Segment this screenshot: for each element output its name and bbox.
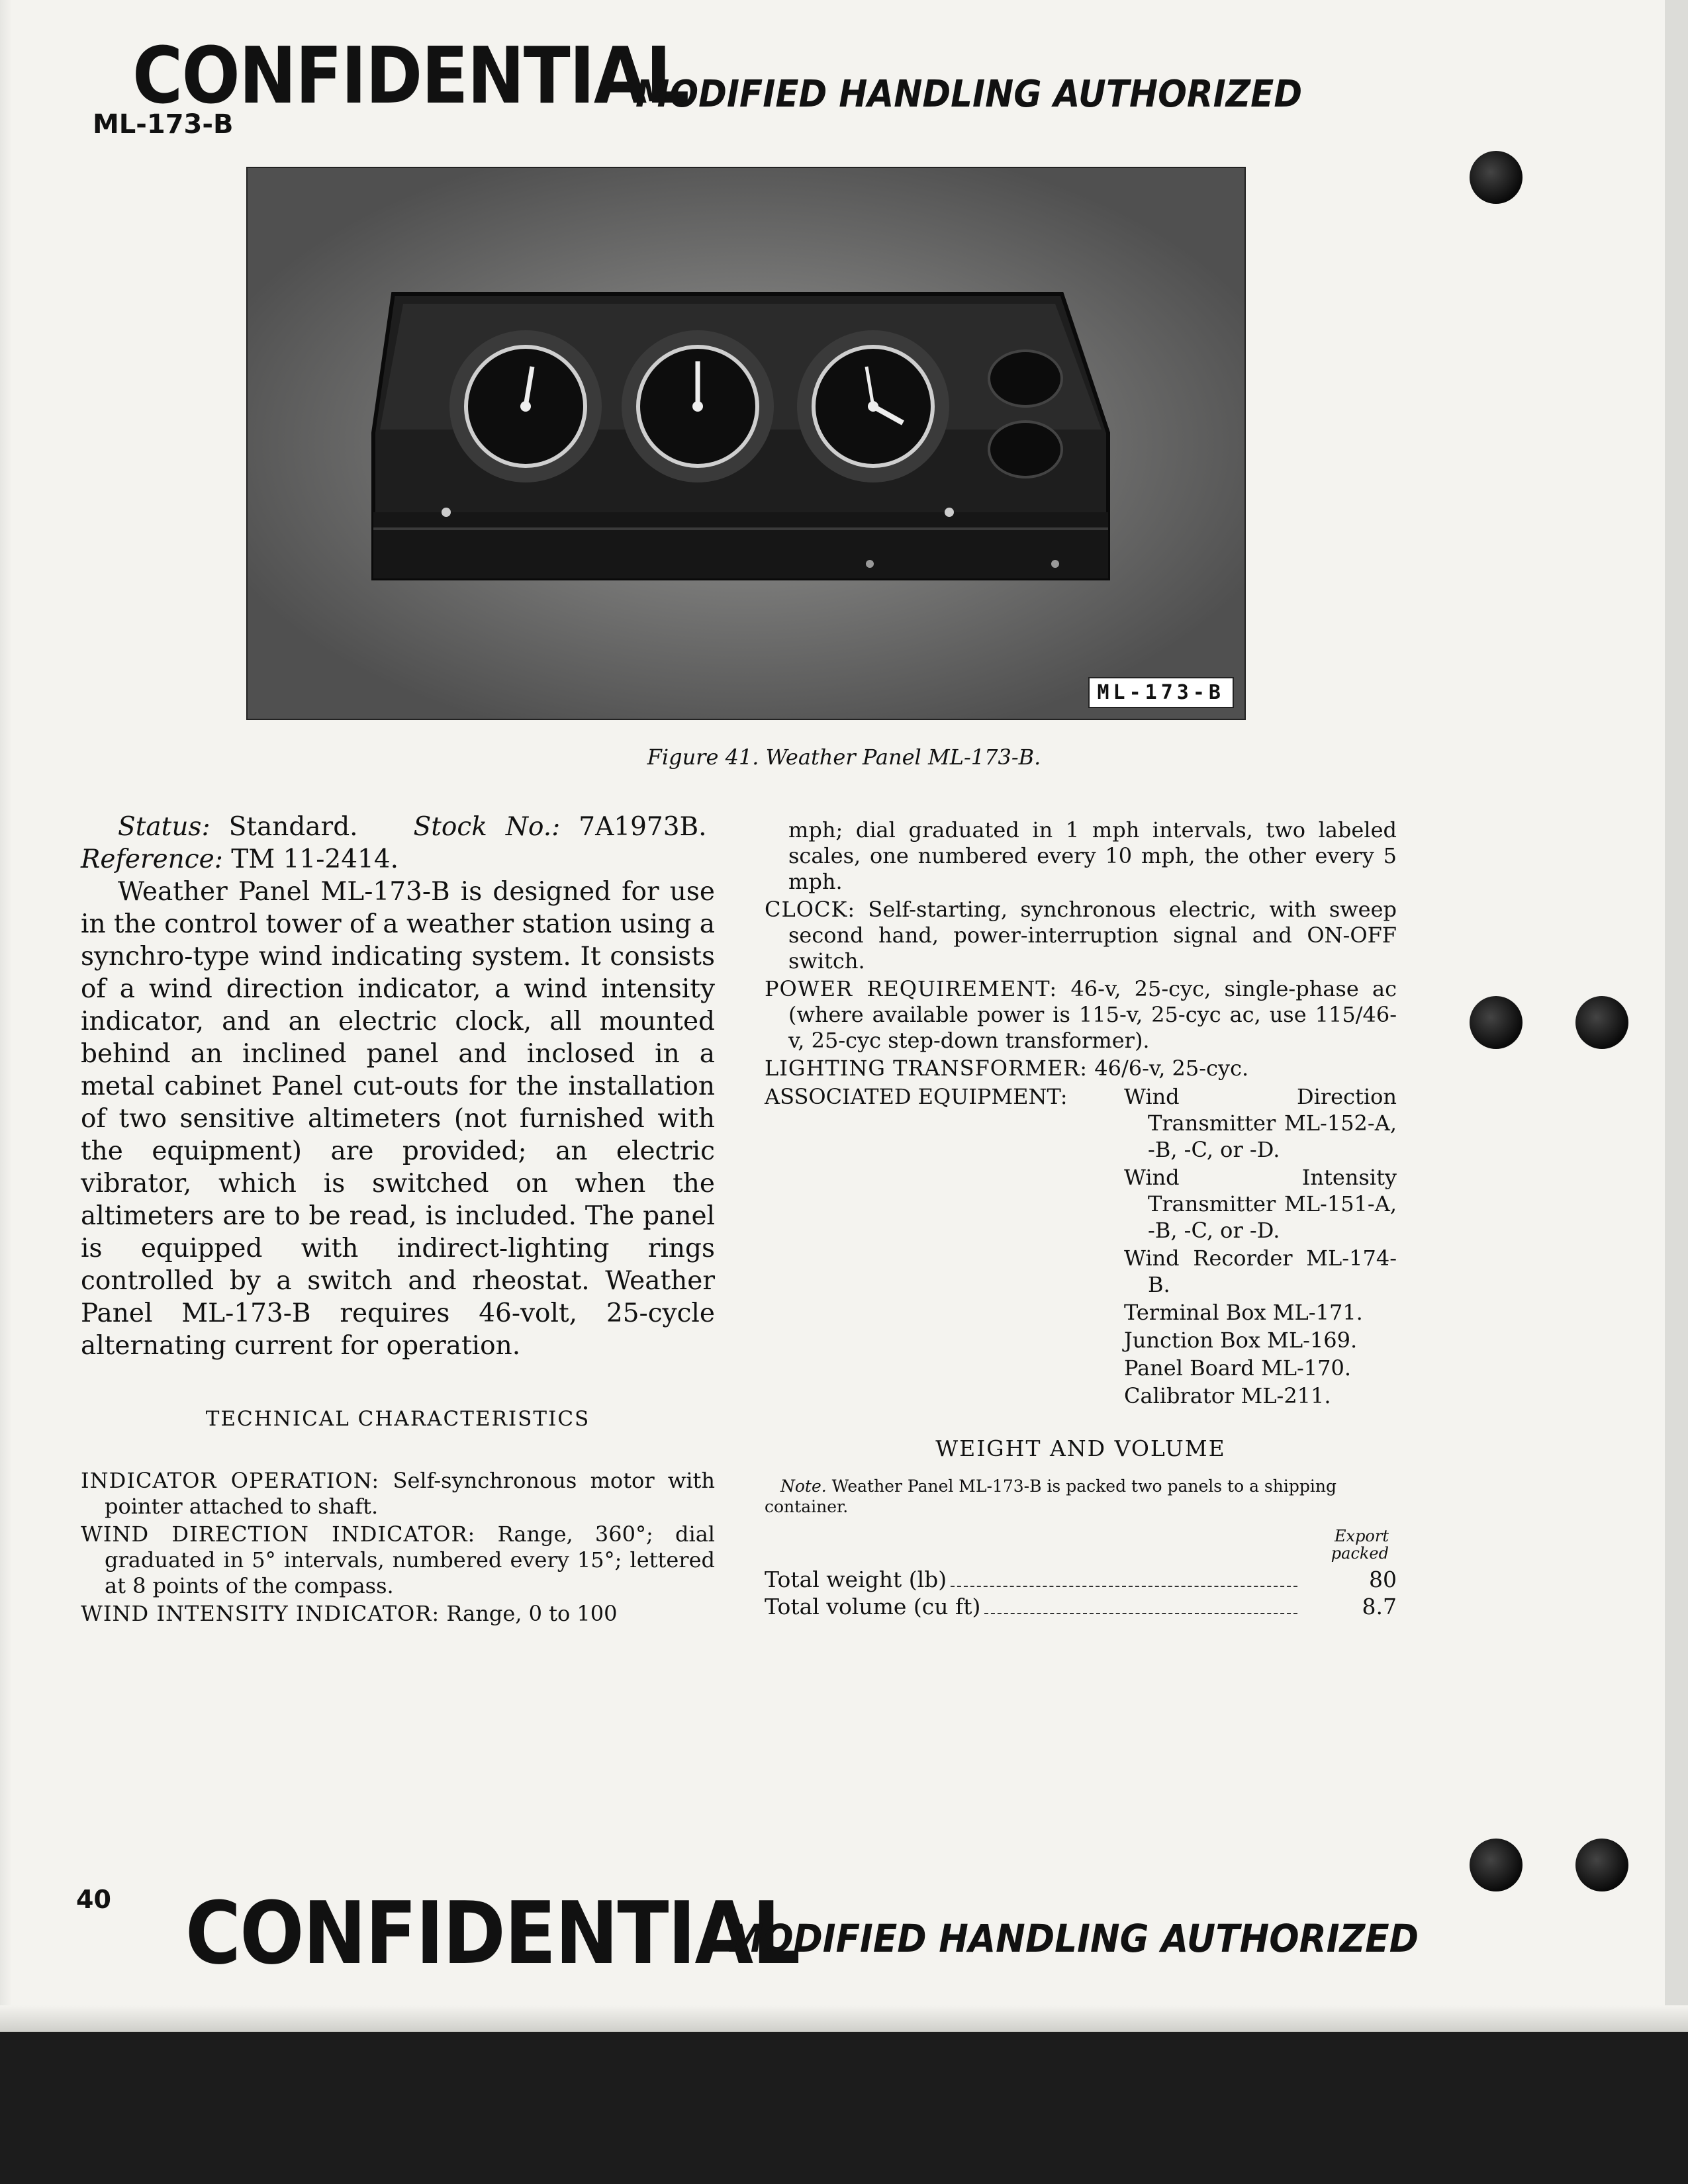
binder-hole [1575,1839,1628,1891]
spec-text: Range, 0 to 100 [446,1601,618,1626]
tech-heading: TECHNICAL CHARACTERISTICS [205,1407,590,1431]
spec-text: Self-starting, synchronous electric, with sweep second hand, power-interruption signal and ON-OFF switch. [788,897,1397,974]
list-item: Junction Box ML-169. [1124,1328,1358,1353]
spec-text: Range, 360°; dial graduated in 5° intervals, numbered every 15°; lettered at 8 points of the compass. [105,1522,716,1598]
scan-shadow [0,2005,1688,2032]
assoc-equipment-list [1124,1083,1397,1409]
leader-dots [984,1613,1297,1614]
right-column [765,817,1397,1620]
note [765,1476,1397,1517]
stock-value: 7A1973B. [579,812,707,842]
page-number: 40 [76,1885,111,1914]
weather-panel-illustration [248,168,1244,719]
list-item: Wind Intensity Transmitter ML-151-A, -B, -C, or -D. [1124,1165,1397,1243]
row-label: Total weight (lb) [765,1567,947,1592]
list-item: Wind Direction Transmitter ML-152-A, -B, -C, or -D. [1124,1084,1397,1162]
row-value: 8.7 [1362,1594,1397,1619]
binder-hole [1470,996,1523,1049]
export-line-1: Export [1335,1527,1389,1545]
assoc-equipment-key: ASSOCIATED EQUIPMENT: [765,1084,1068,1109]
spec-key: CLOCK: [765,897,856,922]
figure-caption: Figure 41. Weather Panel ML-173-B. [647,745,1041,770]
figure-photo [246,167,1246,720]
scan-edge-right [1665,0,1688,2184]
table-row [765,1566,1397,1593]
binder-hole [1470,151,1523,204]
binder-hole [1470,1839,1523,1891]
footer-handling: MODIFIED HANDLING AUTHORIZED [728,1916,1419,1961]
reference-label: Reference: [81,844,223,874]
spec-continuation: mph; dial graduated in 1 mph intervals, two labeled scales, one numbered every 10 mph, the other every 5 mph. [788,817,1397,894]
spec-power [765,976,1397,1054]
binder-hole [1575,996,1628,1049]
header-model: ML-173-B [93,109,234,140]
export-column-header [765,1527,1397,1562]
spec-text: 46/6-v, 25-cyc. [1094,1056,1249,1081]
spec-wind-direction [81,1522,715,1599]
row-label: Total volume (cu ft) [765,1594,981,1619]
leader-dots [951,1586,1297,1587]
spec-key: INDICATOR OPERATION: [81,1468,380,1493]
reference-value: TM 11-2414. [231,844,399,874]
footer-classification: CONFIDENTIAL [185,1883,800,1983]
spec-key: POWER REQUIREMENT: [765,976,1058,1001]
list-item: Terminal Box ML-171. [1124,1300,1363,1325]
table-row [765,1593,1397,1620]
photo-label: ML-173-B [1088,677,1235,708]
dial-wind-intensity [622,330,774,482]
stock-label: Stock No.: [413,812,561,842]
note-text: Weather Panel ML-173-B is packed two panels to a shipping container. [765,1477,1336,1516]
header-handling: MODIFIED HANDLING AUTHORIZED [635,73,1303,116]
spec-lighting [765,1056,1397,1081]
status-label: Status: [118,812,211,842]
spec-key: WIND INTENSITY INDICATOR: [81,1601,440,1626]
spec-text: Self-synchronous motor with pointer attached to shaft. [105,1468,716,1519]
status-line [81,811,715,876]
description-paragraph: Weather Panel ML-173-B is designed for use in the control tower of a weather station using a synchro-type wind indicating system. It consists of a wind direction indicator, a wind intensity indicator, and an electric clock, all mounted behind an inclined panel and inclosed in a metal cabinet Panel cut-outs for the installation of two sensitive altimeters (not furnished with the equipment) are provided; an electric vibrator, which is switched on when the altimeters are to be read, is included. The panel is equipped with indirect-lighting rings controlled by a switch and rheostat. Weather Panel ML-173-B requires 46-volt, 25-cycle alternating current for operation. [81,877,716,1361]
header-classification: CONFIDENTIAL [132,30,688,121]
list-item: Panel Board ML-170. [1124,1355,1352,1381]
list-item: Wind Recorder ML-174-B. [1124,1246,1397,1297]
spec-wind-intensity [81,1601,715,1627]
spec-text: 46-v, 25-cyc, single-phase ac (where available power is 115-v, 25-cyc ac, use 115/46-v, 25-cyc step-down transformer). [788,976,1397,1053]
note-label: Note. [780,1477,827,1496]
scan-edge [0,0,12,2184]
dial-clock [797,330,949,482]
scan-bottom-band [0,2032,1688,2184]
spec-indicator-operation [81,1468,715,1520]
row-value: 80 [1369,1567,1397,1592]
dial-wind-direction [449,330,602,482]
spec-key: WIND DIRECTION INDICATOR: [81,1522,476,1547]
export-line-2: packed [1331,1544,1389,1563]
spec-key: LIGHTING TRANSFORMER: [765,1056,1088,1081]
spec-clock [765,897,1397,974]
weight-volume-heading: WEIGHT AND VOLUME [935,1435,1226,1461]
list-item: Calibrator ML-211. [1124,1383,1331,1408]
status-value: Standard. [228,812,358,842]
left-column [81,811,715,1629]
